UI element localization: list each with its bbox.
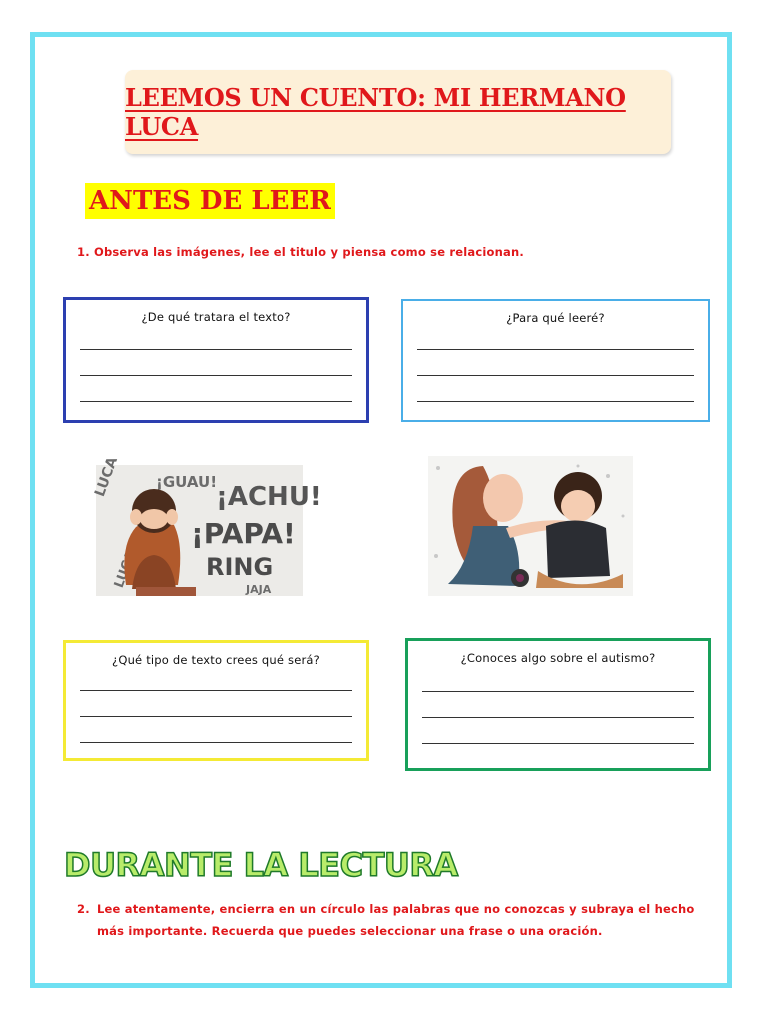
answer-line[interactable]: [422, 691, 694, 692]
question-text: ¿Conoces algo sobre el autismo?: [460, 651, 656, 665]
background-word: ¡GUAU!: [156, 473, 218, 491]
answer-line[interactable]: [422, 743, 694, 744]
instruction-text: más importante. Recuerda que puedes seleccionar una frase o una oración.: [97, 924, 603, 938]
answer-line[interactable]: [80, 349, 352, 350]
instruction-2: [77, 898, 717, 942]
answer-line[interactable]: [80, 716, 352, 717]
answer-line[interactable]: [80, 375, 352, 376]
section-heading-antes: ANTES DE LEER: [85, 183, 335, 219]
question-box-autismo: [405, 638, 711, 771]
question-text: ¿De qué tratara el texto?: [141, 310, 291, 324]
question-text: ¿Qué tipo de texto crees qué será?: [112, 653, 320, 667]
answer-line[interactable]: [417, 349, 694, 350]
answer-line[interactable]: [417, 401, 694, 402]
section-heading-durante: DURANTE LA LECTURA: [64, 846, 458, 884]
question-box-tema: [63, 297, 369, 423]
answer-line[interactable]: [422, 717, 694, 718]
instruction-text: Lee atentamente, encierra en un círculo las palabras que no conozcas y subraya el hecho: [97, 902, 695, 916]
boy-covering-ears-image: [91, 454, 322, 596]
instruction-1: 1. Observa las imágenes, lee el titulo y piensa como se relacionan.: [77, 245, 524, 259]
page-title: LEEMOS UN CUENTO: MI HERMANO LUCA: [125, 83, 626, 141]
background-word: JAJA: [246, 583, 272, 596]
girl-and-boy-image: [428, 456, 633, 596]
answer-line[interactable]: [80, 401, 352, 402]
background-word: LUCA: [91, 454, 122, 499]
background-word: ¡ACHU!: [216, 482, 322, 512]
title-banner: [125, 70, 671, 154]
question-box-tipo-texto: [63, 640, 369, 761]
answer-line[interactable]: [80, 742, 352, 743]
answer-line[interactable]: [80, 690, 352, 691]
answer-line[interactable]: [417, 375, 694, 376]
background-word: ¡PAPA!: [191, 517, 296, 550]
question-text: ¿Para qué leeré?: [506, 311, 605, 325]
question-box-proposito: [401, 299, 710, 422]
background-word: RING: [206, 553, 274, 581]
instruction-number: 2.: [77, 902, 90, 916]
